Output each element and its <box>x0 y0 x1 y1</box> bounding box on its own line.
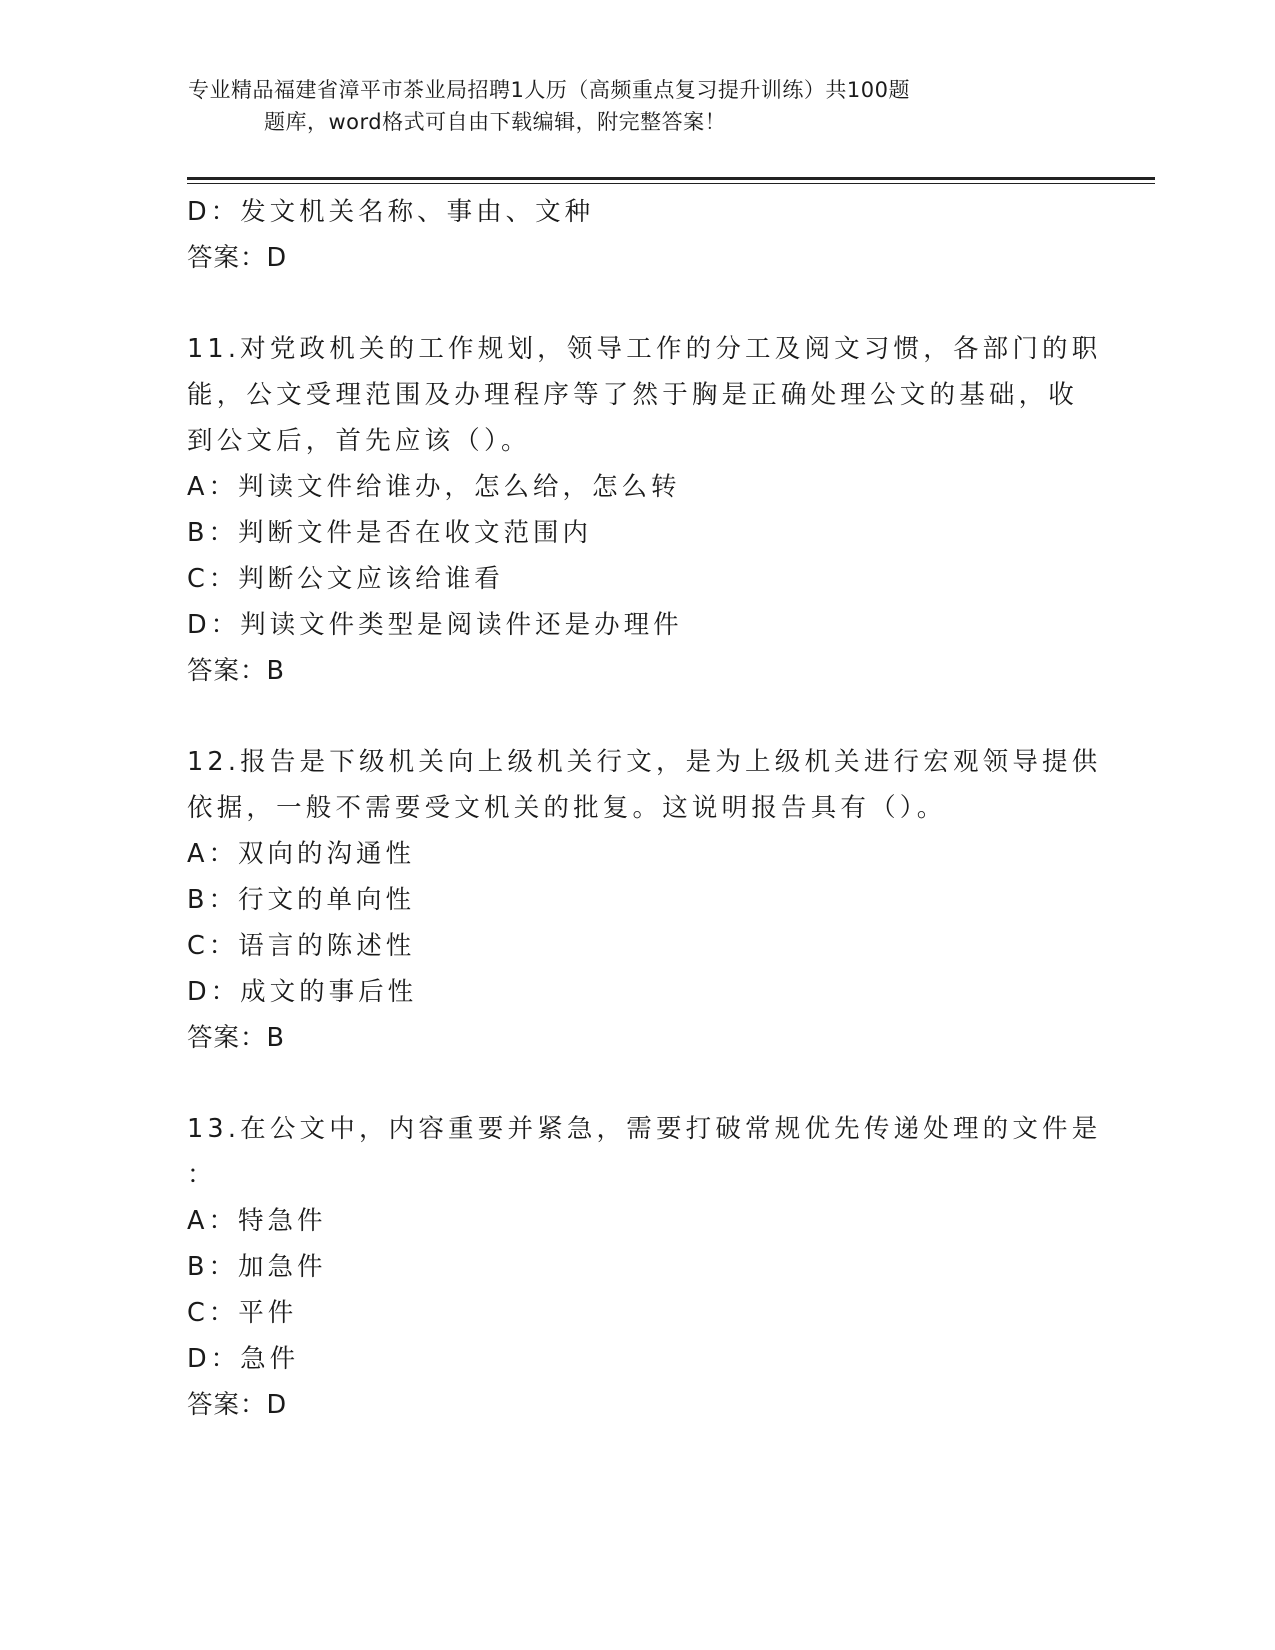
question-line: ： <box>187 1160 217 1190</box>
spacer <box>187 1061 1087 1106</box>
header-title-line-1: 专业精品福建省漳平市茶业局招聘1人历（高频重点复习提升训练）共100题 <box>188 78 910 102</box>
document-header <box>188 74 1048 138</box>
header-title-line-2: 题库，word格式可自由下载编辑，附完整答案！ <box>264 110 727 134</box>
option-b: B：判断文件是否在收文范围内 <box>187 518 592 548</box>
option-d: D：成文的事后性 <box>187 977 418 1007</box>
question-line: 能，公文受理范围及办理程序等了然于胸是正确处理公文的基础，收 <box>187 380 1079 410</box>
option-a: A：双向的沟通性 <box>187 839 415 869</box>
question-11 <box>187 326 1102 694</box>
option-d: D：判读文件类型是阅读件还是办理件 <box>187 610 683 640</box>
option-b: B：行文的单向性 <box>187 885 415 915</box>
answer: 答案：B <box>187 656 285 686</box>
option-c: C：语言的陈述性 <box>187 931 416 961</box>
option-c: C：判断公文应该给谁看 <box>187 564 504 594</box>
question-text <box>187 1106 1102 1198</box>
question-line: 到公文后，首先应该（）。 <box>187 426 531 456</box>
document-body <box>187 189 1102 1428</box>
previous-question-option-d: D：发文机关名称、事由、文种 <box>187 197 595 227</box>
previous-question-answer: 答案：D <box>187 243 288 273</box>
option-b: B：加急件 <box>187 1252 327 1282</box>
spacer <box>187 281 1087 326</box>
question-text <box>187 326 1102 464</box>
option-a: A：判读文件给谁办，怎么给，怎么转 <box>187 472 681 502</box>
question-13 <box>187 1106 1102 1428</box>
answer: 答案：D <box>187 1390 288 1420</box>
question-line: 12.报告是下级机关向上级机关行文，是为上级机关进行宏观领导提供 <box>187 747 1102 777</box>
question-line: 依据，一般不需要受文机关的批复。这说明报告具有（）。 <box>187 793 947 823</box>
option-d: D：急件 <box>187 1344 300 1374</box>
question-line: 11.对党政机关的工作规划，领导工作的分工及阅文习惯，各部门的职 <box>187 334 1102 364</box>
header-divider-thick <box>187 177 1155 180</box>
question-text <box>187 739 1102 831</box>
question-12 <box>187 739 1102 1061</box>
option-a: A：特急件 <box>187 1206 327 1236</box>
spacer <box>187 694 1087 739</box>
option-c: C：平件 <box>187 1298 298 1328</box>
header-divider-thin <box>187 183 1155 184</box>
answer: 答案：B <box>187 1023 285 1053</box>
question-line: 13.在公文中，内容重要并紧急，需要打破常规优先传递处理的文件是 <box>187 1114 1102 1144</box>
